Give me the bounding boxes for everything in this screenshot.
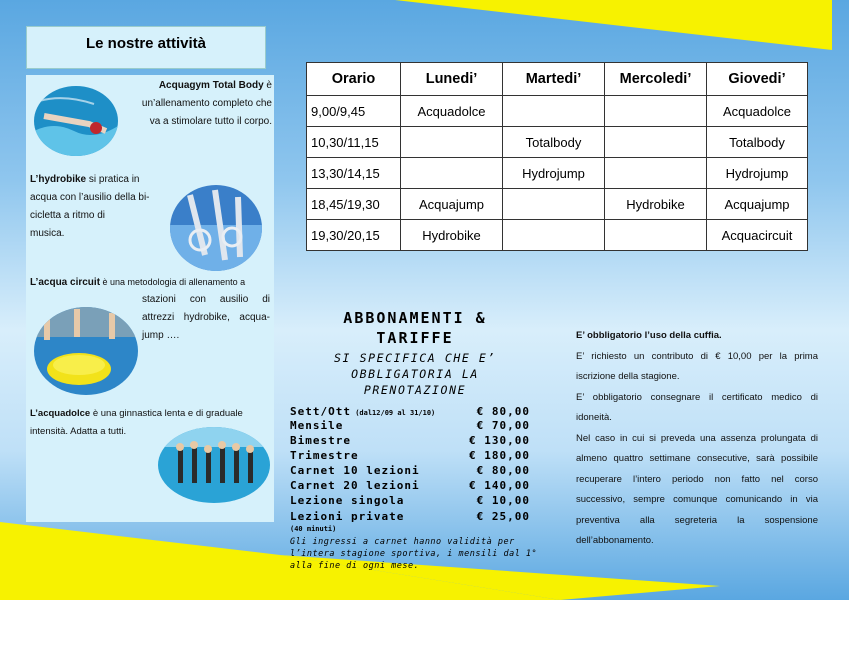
acquacircuit-photo (34, 307, 138, 395)
table-cell: Acquajump (707, 189, 808, 220)
acquagym-name: Acquagym Total Body (158, 80, 264, 91)
acquacircuit-text-2 (142, 291, 270, 345)
table-cell (401, 158, 503, 189)
table-row (307, 189, 808, 220)
table-cell (605, 158, 707, 189)
acquacircuit-line1: è una metodologia di allenamento a (100, 277, 246, 287)
pricing-title-line2: TARIFFE (376, 329, 454, 347)
activities-title: Le nostre attività (85, 35, 207, 52)
price-label: Bimestre (290, 434, 351, 447)
table-row (307, 127, 808, 158)
price-label: Lezioni private (290, 510, 405, 523)
acquagym-text (122, 77, 272, 131)
acquadolce-line1: è una ginnastica lenta e di graduale (90, 408, 243, 419)
pricing-sub-line2: OBBLIGATORIA LA (351, 367, 479, 381)
table-cell: Hydrobike (605, 189, 707, 220)
pricing-title (320, 308, 510, 348)
table-row (307, 158, 808, 189)
table-cell: Hydrojump (503, 158, 605, 189)
table-cell (503, 220, 605, 251)
header-mercoledi: Mercoledi’ (605, 63, 707, 96)
price-label: Lezione singola (290, 494, 405, 507)
table-cell: 13,30/14,15 (307, 158, 401, 189)
activities-title-box (26, 26, 266, 69)
table-cell: Hydrojump (707, 158, 808, 189)
table-cell: 18,45/19,30 (307, 189, 401, 220)
price-note: (dal12/09 al 31/10) (350, 409, 436, 417)
table-cell (503, 189, 605, 220)
table-cell (605, 96, 707, 127)
price-label: Carnet 10 lezioni (290, 464, 420, 477)
price-label: Sett/Ott (290, 405, 351, 418)
table-cell: Totalbody (707, 127, 808, 158)
hydrobike-text (30, 171, 170, 243)
acquagym-line2: un’allenamento completo che (141, 98, 272, 109)
header-orario: Orario (307, 63, 401, 96)
price-value: € 70,00 (476, 419, 530, 432)
hydrobike-line3: cicletta a ritmo di (30, 210, 106, 221)
price-value: € 25,00 (476, 510, 530, 523)
table-cell: 9,00/9,45 (307, 96, 401, 127)
acquacircuit-name: L’acqua circuit (30, 277, 101, 288)
table-cell: 19,30/20,15 (307, 220, 401, 251)
header-martedi: Martedi’ (503, 63, 605, 96)
price-label: Carnet 20 lezioni (290, 479, 420, 492)
table-cell: Acquacircuit (707, 220, 808, 251)
table-cell (401, 127, 503, 158)
table-cell: Totalbody (503, 127, 605, 158)
price-label: Trimestre (290, 449, 359, 462)
table-row (307, 220, 808, 251)
rules-info (576, 326, 818, 552)
acquadolce-line2: intensità. Adatta a tutti. (30, 426, 127, 437)
acquacircuit-line3: attrezzi hydrobike, acqua- (142, 312, 270, 323)
table-cell (605, 220, 707, 251)
schedule-table (306, 62, 808, 251)
acquagym-line3: va a stimolare tutto il corpo. (149, 116, 272, 127)
hydrobike-line4: musica. (30, 228, 65, 239)
rule-certificate: E’ obbligatorio consegnare il certificato medico di idoneità. (576, 391, 818, 423)
hydrobike-name: L’hydrobike (30, 174, 87, 185)
price-value: € 80,00 (476, 464, 530, 477)
private-lesson-note: (40 minuti) (290, 525, 337, 533)
rule-absence: Nel caso in cui si preveda una assenza prolungata di almeno quattro settimane consecutive, sarà possibile recuperare l’intero periodo non fatto nel corso successivo, sempre comunque comunicando in via preventiva alla segreteria la sospensione dell’abbonamento. (576, 432, 818, 546)
hydrobike-line1: si pratica in (86, 174, 140, 185)
table-cell (503, 96, 605, 127)
header-giovedi: Giovedi’ (707, 63, 808, 96)
table-cell: Acquajump (401, 189, 503, 220)
table-cell: Acquadolce (707, 96, 808, 127)
pricing-sub-line3: PRENOTAZIONE (363, 383, 467, 397)
pricing-subtitle (320, 350, 510, 398)
header-lunedi: Lunedi’ (401, 63, 503, 96)
acquagym-line1: è (263, 80, 272, 91)
price-label: Mensile (290, 419, 344, 432)
pricing-title-line1: ABBONAMENTI & (343, 309, 487, 327)
price-value: € 140,00 (469, 479, 530, 492)
price-value: € 130,00 (469, 434, 530, 447)
acquagym-photo (34, 86, 118, 156)
acquacircuit-text (30, 273, 270, 292)
price-value: € 180,00 (469, 449, 530, 462)
acquadolce-photo (158, 427, 270, 503)
schedule-header-row (307, 63, 808, 96)
table-cell: Acquadolce (401, 96, 503, 127)
table-cell: 10,30/11,15 (307, 127, 401, 158)
table-cell (605, 127, 707, 158)
table-cell: Hydrobike (401, 220, 503, 251)
table-row (307, 96, 808, 127)
pricing-sub-line1: SI SPECIFICA CHE E’ (334, 351, 496, 365)
validity-note: Gli ingressi a carnet hanno validità per l’intera stagione sportiva, i mensili dal 1° alla fine di ogni mese. (290, 537, 538, 571)
price-value: € 80,00 (476, 405, 530, 418)
rule-fee: E’ richiesto un contributo di € 10,00 per la prima iscrizione della stagione. (576, 350, 818, 382)
activities-panel (26, 75, 274, 522)
hydrobike-line2: acqua con l’ausilio della bi- (30, 192, 150, 203)
price-value: € 10,00 (476, 494, 530, 507)
rule-cap: E’ obbligatorio l’uso della cuffia. (576, 330, 722, 341)
acquacircuit-line2: stazioni con ausilio di (142, 294, 270, 305)
acquacircuit-line4: jump …. (142, 330, 180, 341)
hydrobike-photo (170, 185, 262, 271)
acquadolce-name: L’acquadolce (30, 408, 91, 419)
